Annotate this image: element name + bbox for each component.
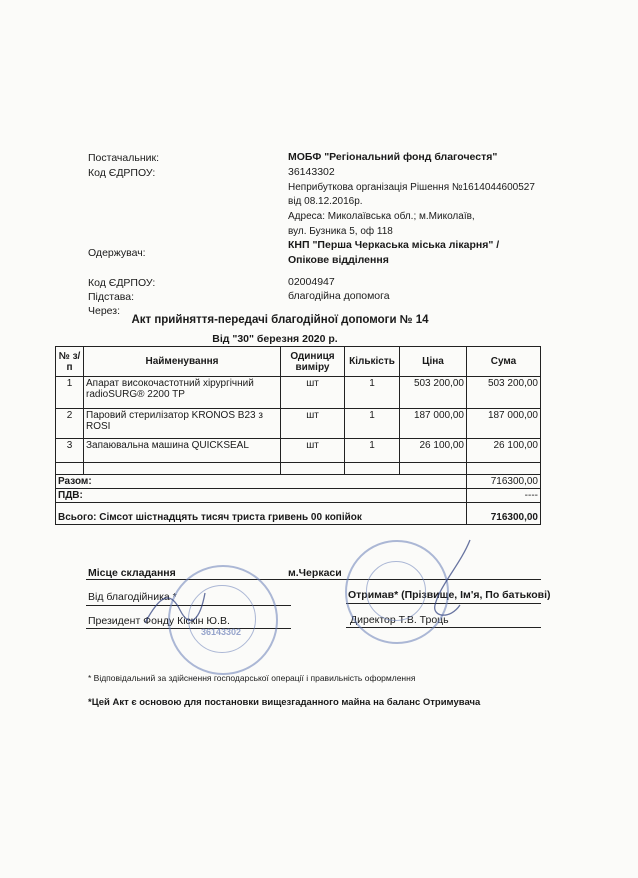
table-row — [56, 439, 541, 463]
supplier-name: МОБФ "Регіональний фонд благочестя" — [288, 151, 498, 163]
from-person: Президент Фонду Кіскін Ю.В. — [88, 615, 230, 627]
note-basis: *Цей Акт є основою для постановки вищезгаданного майна на баланс Отримувача — [88, 697, 481, 708]
row-unit: шт — [281, 409, 345, 439]
act-title: Акт прийняття-передачі благодійної допомоги № 14 — [131, 314, 429, 326]
vat-label: ПДВ: — [56, 489, 467, 503]
table-row — [56, 409, 541, 439]
place-label: Місце складання — [88, 567, 176, 579]
row-number: 2 — [56, 409, 84, 439]
via-label: Через: — [88, 305, 121, 317]
table-grand-total-row — [56, 503, 541, 525]
col-header-sum: Сума — [467, 347, 541, 377]
col-header-name: Найменування — [84, 347, 281, 377]
row-sum: 503 200,00 — [467, 377, 541, 409]
row-sum: 26 100,00 — [467, 439, 541, 463]
supplier-edrpou-label: Код ЄДРПОУ: — [88, 167, 156, 179]
receiver-edrpou: 02004947 — [288, 276, 335, 288]
row-price: 187 000,00 — [400, 409, 467, 439]
row-qty: 1 — [345, 439, 400, 463]
row-sum: 187 000,00 — [467, 409, 541, 439]
row-number: 3 — [56, 439, 84, 463]
vat-value: ---- — [467, 489, 541, 503]
right-signature-icon — [400, 535, 480, 625]
table-vat-row — [56, 489, 541, 503]
total-value: 716300,00 — [467, 475, 541, 489]
basis-value: благодійна допомога — [288, 290, 390, 302]
supplier-line2: від 08.12.2016р. — [288, 196, 363, 207]
col-header-number: № з/п — [56, 347, 84, 377]
receiver-label: Одержувач: — [88, 247, 146, 259]
receiver-name-1: КНП "Перша Черкаська міська лікарня" / — [288, 239, 500, 251]
total-label: Разом: — [56, 475, 467, 489]
row-unit: шт — [281, 377, 345, 409]
table-total-row — [56, 475, 541, 489]
row-name: Апарат високочастотний хірургічний radioSURG® 2200 TP — [84, 377, 281, 409]
basis-label: Підстава: — [88, 291, 135, 303]
receiver-edrpou-label: Код ЄДРПОУ: — [88, 277, 156, 289]
from-label: Від благодійника * — [88, 591, 177, 603]
col-header-qty: Кількість — [345, 347, 400, 377]
supplier-line1: Неприбуткова організація Рішення №1614044600527 — [288, 182, 535, 193]
table-row — [56, 377, 541, 409]
note-responsible: * Відповідальний за здійснення господарської операції і правильність оформлення — [88, 673, 416, 683]
table-header-row — [56, 347, 541, 377]
table-empty-row — [56, 463, 541, 475]
supplier-edrpou: 36143302 — [288, 166, 335, 178]
supplier-label: Постачальник: — [88, 152, 160, 164]
row-number: 1 — [56, 377, 84, 409]
grand-total-value: 716300,00 — [467, 503, 541, 525]
row-name: Паровий стерилізатор KRONOS B23 з ROSI — [84, 409, 281, 439]
row-qty: 1 — [345, 409, 400, 439]
grand-total-label: Всього: Сімсот шістнадцять тисяч триста гривень 00 копійок — [56, 503, 467, 525]
row-unit: шт — [281, 439, 345, 463]
col-header-price: Ціна — [400, 347, 467, 377]
col-header-unit: Одиниця виміру — [281, 347, 345, 377]
act-date: Від "30" березня 2020 р. — [212, 333, 338, 345]
row-price: 503 200,00 — [400, 377, 467, 409]
row-price: 26 100,00 — [400, 439, 467, 463]
row-name: Запаювальна машина QUICKSEAL — [84, 439, 281, 463]
items-table — [55, 346, 541, 525]
left-signature-icon — [140, 585, 210, 630]
place-value: м.Черкаси — [288, 567, 342, 579]
left-stamp-number: 36143302 — [200, 627, 242, 637]
receiver-name-2: Опікове відділення — [288, 254, 389, 266]
supplier-address2: вул. Бузника 5, оф 118 — [288, 226, 393, 237]
supplier-address1: Адреса: Миколаївська обл.; м.Миколаїв, — [288, 211, 475, 222]
row-qty: 1 — [345, 377, 400, 409]
receiver-person: Директор Т.В. Троць — [350, 614, 449, 626]
receiver-sign-label: Отримав* (Прізвище, Ім'я, По батькові) — [348, 589, 551, 601]
